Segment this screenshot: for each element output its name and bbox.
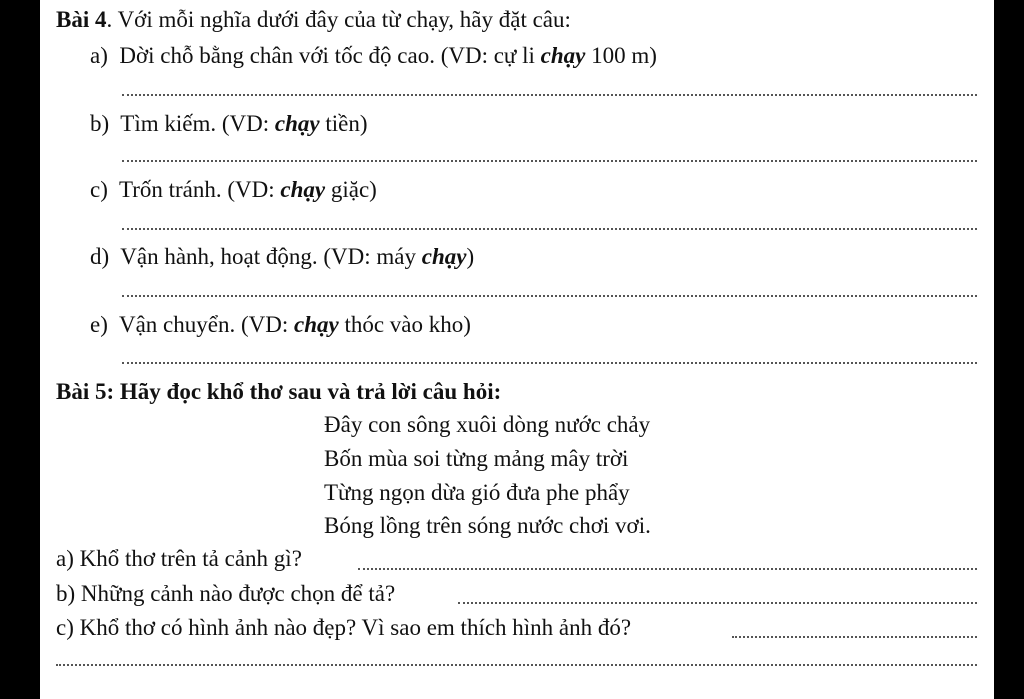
question-a: a) Khổ thơ trên tả cảnh gì? [56, 546, 302, 571]
poem-line-3: Từng ngọn dừa gió đưa phe phẩy [324, 480, 630, 505]
answer-line-e[interactable] [122, 362, 977, 364]
bai4-item-e [90, 311, 471, 339]
question-b: b) Những cảnh nào được chọn để tả? [56, 581, 396, 606]
bai4-item-a [90, 42, 657, 70]
item-text-end: thóc vào kho) [338, 312, 471, 337]
question-c: c) Khổ thơ có hình ảnh nào đẹp? Vì sao em thích hình ảnh đó? [56, 615, 632, 640]
answer-line-d[interactable] [122, 295, 977, 297]
item-text-end: ) [466, 244, 475, 269]
item-text: Vận hành, hoạt động. (VD: máy [120, 244, 422, 269]
item-keyword: chạy [274, 111, 320, 136]
item-letter: b) [90, 111, 110, 136]
item-keyword: chạy [280, 177, 326, 202]
item-text: Dời chỗ bằng chân với tốc độ cao. (VD: cự li [119, 43, 541, 68]
item-text: Vận chuyển. (VD: [118, 312, 294, 337]
item-text-end: 100 m) [585, 43, 657, 68]
poem-line-2: Bốn mùa soi từng mảng mây trời [324, 446, 629, 471]
answer-line-question-a[interactable] [358, 568, 977, 570]
right-black-border [994, 0, 1024, 699]
poem-line-4: Bóng lồng trên sóng nước chơi vơi. [324, 513, 651, 538]
item-letter: c) [90, 177, 108, 202]
bai4-item-d [90, 243, 474, 271]
item-letter: d) [90, 244, 110, 269]
bai4-item-b [90, 110, 367, 138]
bai5-heading: Bài 5: Hãy đọc khổ thơ sau và trả lời câu hỏi: [56, 379, 502, 404]
item-letter: a) [90, 43, 108, 68]
item-text: Tìm kiếm. (VD: [120, 111, 275, 136]
item-text-end: giặc) [325, 177, 377, 202]
answer-line-b[interactable] [122, 160, 977, 162]
answer-line-question-c-2[interactable] [56, 664, 977, 666]
left-black-border [0, 0, 40, 699]
item-letter: e) [90, 312, 108, 337]
answer-line-c[interactable] [122, 228, 977, 230]
bai4-label: Bài 4 [56, 7, 107, 32]
poem-line-1: Đây con sông xuôi dòng nước chảy [324, 412, 651, 437]
bai4-title: . Với mỗi nghĩa dưới đây của từ chạy, hãy đặt câu: [106, 7, 571, 32]
item-text: Trốn tránh. (VD: [118, 177, 281, 202]
item-keyword: chạy [293, 312, 339, 337]
item-keyword: chạy [540, 43, 586, 68]
item-keyword: chạy [421, 244, 467, 269]
answer-line-question-b[interactable] [458, 602, 977, 604]
item-text-end: tiền) [319, 111, 368, 136]
bai4-heading [56, 6, 571, 34]
answer-line-a[interactable] [122, 94, 977, 96]
worksheet-page [40, 0, 994, 699]
answer-line-question-c[interactable] [732, 636, 977, 638]
bai4-item-c [90, 176, 377, 204]
